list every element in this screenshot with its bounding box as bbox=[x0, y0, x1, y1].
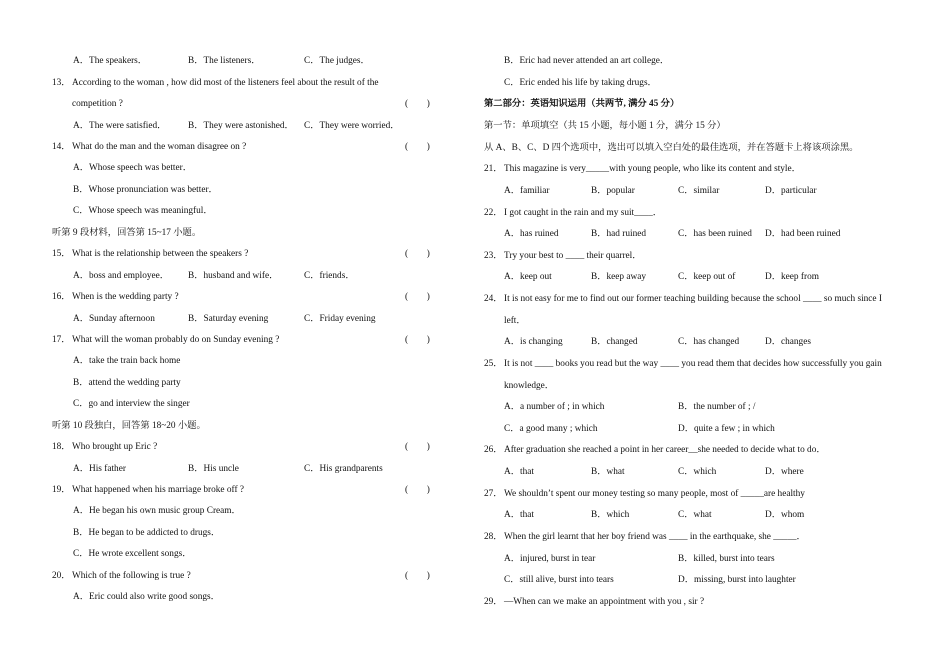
question-26-option-c: C．which bbox=[678, 467, 717, 478]
question-21-option-a: A．familiar bbox=[504, 185, 550, 196]
question-14-option-c: C．Whose speech was meaningful． bbox=[73, 206, 213, 217]
question-18-number: 18． bbox=[52, 442, 71, 453]
question-17-option-c-row bbox=[52, 394, 427, 415]
question-28-option-c: C．still alive, burst into tears bbox=[504, 575, 614, 586]
question-22-stem-row bbox=[484, 203, 904, 225]
question-17-option-b-row bbox=[52, 373, 427, 394]
section-10-instruction: 听第 10 段独白，回答第 18~20 小题。 bbox=[52, 420, 206, 431]
question-24-option-d: D．changes bbox=[765, 337, 811, 348]
question-21-number: 21． bbox=[484, 164, 503, 175]
question-18-stem-row bbox=[52, 437, 430, 458]
question-18-stem: Who brought up Eric ? bbox=[72, 442, 158, 453]
question-18-option-b: B．His uncle bbox=[188, 463, 239, 474]
question-19-option-c-row bbox=[52, 544, 427, 565]
question-27-option-b: B．which bbox=[591, 510, 630, 521]
question-14-option-b-row bbox=[52, 180, 427, 201]
question-16-stem-row bbox=[52, 287, 430, 308]
question-12-option-c: C．The judges． bbox=[304, 56, 370, 67]
question-23-stem: Try your best to ____ their quarrel． bbox=[504, 250, 642, 261]
question-22-option-a: A．has ruined bbox=[504, 229, 559, 240]
question-20-option-a-row bbox=[52, 587, 427, 608]
question-22-option-b: B．had ruined bbox=[591, 229, 646, 240]
question-14-option-b: B．Whose pronunciation was better． bbox=[73, 184, 218, 195]
question-15-stem: What is the relationship between the speakers ? bbox=[72, 249, 249, 260]
question-14-number: 14． bbox=[52, 142, 71, 153]
question-25-options-row-2 bbox=[484, 419, 904, 441]
question-13-answer-bracket: ( ) bbox=[405, 99, 430, 110]
question-27-option-a: A．that bbox=[504, 510, 534, 521]
question-18-option-c: C．His grandparents bbox=[304, 463, 383, 474]
question-13-option-c: C．They were worried． bbox=[304, 120, 400, 131]
question-28-stem: When the girl learnt that her boy friend was ____ in the earthquake, she _____． bbox=[504, 531, 806, 542]
question-21-stem-row bbox=[484, 159, 904, 181]
question-16-stem: When is the wedding party ? bbox=[72, 292, 179, 303]
question-19-option-b-row bbox=[52, 523, 427, 544]
question-23-number: 23． bbox=[484, 250, 503, 261]
question-21-option-b: B．popular bbox=[591, 185, 635, 196]
question-27-option-d: D．whom bbox=[765, 510, 805, 521]
question-19-number: 19． bbox=[52, 485, 71, 496]
question-23-stem-row bbox=[484, 246, 904, 268]
question-18-option-a: A．His father bbox=[73, 463, 126, 474]
question-15-stem-row bbox=[52, 244, 430, 265]
question-22-stem: I got caught in the rain and my suit____． bbox=[504, 207, 663, 218]
question-21-options-row bbox=[484, 181, 904, 203]
section-1-title: 第一节：单项填空（共 15 小题，每小题 1 分，满分 15 分） bbox=[484, 121, 726, 132]
question-24-stem-continuation: left． bbox=[504, 315, 526, 326]
section-9-instruction: 听第 9 段材料，回答第 15~17 小题。 bbox=[52, 227, 202, 238]
question-17-number: 17． bbox=[52, 334, 71, 345]
question-27-stem-row bbox=[484, 484, 904, 506]
question-17-option-a: A．take the train back home bbox=[73, 356, 181, 367]
question-23-option-b: B．keep away bbox=[591, 272, 646, 283]
question-22-option-d: D．had been ruined bbox=[765, 229, 841, 240]
question-17-option-a-row bbox=[52, 351, 427, 372]
question-17-stem-row bbox=[52, 330, 430, 351]
question-22-options-row bbox=[484, 224, 904, 246]
question-15-option-c: C．friends． bbox=[304, 270, 355, 281]
question-28-options-row-1 bbox=[484, 549, 904, 571]
question-20-option-c: C．Eric ended his life by taking drugs． bbox=[504, 77, 657, 88]
question-15-answer-bracket: ( ) bbox=[405, 249, 430, 260]
question-26-option-a: A．that bbox=[504, 467, 534, 478]
question-27-stem: We shouldn’t spent our money testing so many people, most of _____are healthy bbox=[504, 488, 805, 499]
question-24-stem: It is not easy for me to find out our former teaching building because the school ____ so much since I bbox=[504, 294, 882, 305]
question-26-stem: After graduation she reached a point in her career__she needed to decide what to do． bbox=[504, 445, 826, 456]
question-20-option-b: B．Eric had never attended an art college． bbox=[504, 56, 670, 67]
question-25-stem: It is not ____ books you read but the way ____ you read them that decides how successfully you gain bbox=[504, 358, 882, 369]
question-17-answer-bracket: ( ) bbox=[405, 334, 430, 345]
question-21-option-d: D．particular bbox=[765, 185, 817, 196]
question-16-option-b: B．Saturday evening bbox=[188, 313, 269, 324]
question-21-option-c: C．similar bbox=[678, 185, 720, 196]
question-27-number: 27． bbox=[484, 488, 503, 499]
question-29-number: 29． bbox=[484, 596, 503, 607]
part-2-title: 第二部分：英语知识运用（共两节, 满分 45 分） bbox=[484, 99, 680, 110]
question-24-option-c: C．has changed bbox=[678, 337, 740, 348]
question-25-options-row-1 bbox=[484, 397, 904, 419]
question-15-options-row bbox=[52, 266, 427, 287]
question-24-option-a: A．is changing bbox=[504, 337, 563, 348]
question-13-stem-continuation-row bbox=[52, 94, 430, 115]
question-24-stem-row bbox=[484, 289, 904, 311]
question-24-option-b: B．changed bbox=[591, 337, 638, 348]
question-19-stem-row bbox=[52, 480, 430, 501]
question-23-option-a: A．keep out bbox=[504, 272, 552, 283]
question-19-stem: What happened when his marriage broke off ? bbox=[72, 485, 245, 496]
question-12-option-b: B．The listeners． bbox=[188, 56, 261, 67]
question-13-number: 13． bbox=[52, 77, 71, 88]
question-28-options-row-2 bbox=[484, 570, 904, 592]
question-23-option-d: D．keep from bbox=[765, 272, 819, 283]
question-20-answer-bracket: ( ) bbox=[405, 570, 430, 581]
question-18-options-row bbox=[52, 459, 427, 480]
question-13-stem: According to the woman , how did most of the listeners feel about the result of the bbox=[72, 77, 379, 88]
question-20-number: 20． bbox=[52, 570, 71, 581]
question-17-option-c: C．go and interview the singer bbox=[73, 399, 190, 410]
question-20-stem: Which of the following is true ? bbox=[72, 570, 191, 581]
question-12-options-row bbox=[52, 51, 427, 72]
question-18-answer-bracket: ( ) bbox=[405, 442, 430, 453]
question-16-answer-bracket: ( ) bbox=[405, 292, 430, 303]
question-28-option-d: D．missing, burst into laughter bbox=[678, 575, 796, 586]
question-16-number: 16． bbox=[52, 292, 71, 303]
question-15-option-a: A．boss and employee． bbox=[73, 270, 170, 281]
section-1-instructions: 从 A、B、C、D 四个选项中，选出可以填入空白处的最佳选项，并在答题卡上将该项涂黑。 bbox=[484, 142, 859, 153]
left-column bbox=[52, 51, 430, 608]
question-25-stem-row bbox=[484, 354, 904, 376]
question-25-option-d: D．quite a few ; in which bbox=[678, 423, 775, 434]
question-25-stem-continuation: knowledge． bbox=[504, 380, 555, 391]
question-16-option-a: A．Sunday afternoon bbox=[73, 313, 155, 324]
question-23-option-c: C．keep out of bbox=[678, 272, 736, 283]
question-21-stem: This magazine is very_____with young people, who like its content and style． bbox=[504, 164, 801, 175]
question-14-option-a: A．Whose speech was better． bbox=[73, 163, 193, 174]
question-26-option-b: B．what bbox=[591, 467, 625, 478]
question-25-number: 25． bbox=[484, 358, 503, 369]
question-13-option-a: A．The were satisfied． bbox=[73, 120, 167, 131]
question-20-option-b-row bbox=[484, 51, 904, 73]
question-22-number: 22． bbox=[484, 207, 503, 218]
question-13-stem-row bbox=[52, 73, 427, 94]
question-16-options-row bbox=[52, 309, 427, 330]
question-25-option-a: A．a number of ; in which bbox=[504, 402, 605, 413]
question-28-option-a: A．injured, burst in tear bbox=[504, 553, 596, 564]
question-20-option-a: A．Eric could also write good songs． bbox=[73, 592, 220, 603]
question-19-answer-bracket: ( ) bbox=[405, 485, 430, 496]
question-23-options-row bbox=[484, 267, 904, 289]
question-15-number: 15． bbox=[52, 249, 71, 260]
question-19-option-a: A．He began his own music group Cream． bbox=[73, 506, 241, 517]
question-29-stem-row bbox=[484, 592, 904, 614]
question-19-option-a-row bbox=[52, 501, 427, 522]
question-13-stem-continuation: competition ? bbox=[72, 99, 123, 110]
question-22-option-c: C．has been ruined bbox=[678, 229, 752, 240]
question-26-options-row bbox=[484, 462, 904, 484]
question-29-stem: —When can we make an appointment with you , sir ? bbox=[504, 596, 705, 607]
question-28-option-b: B．killed, burst into tears bbox=[678, 553, 775, 564]
question-17-stem: What will the woman probably do on Sunday evening ? bbox=[72, 334, 280, 345]
question-26-number: 26． bbox=[484, 445, 503, 456]
question-20-option-c-row bbox=[484, 73, 904, 95]
question-16-option-c: C．Friday evening bbox=[304, 313, 376, 324]
question-15-option-b: B．husband and wife． bbox=[188, 270, 279, 281]
question-28-number: 28． bbox=[484, 531, 503, 542]
question-19-option-c: C．He wrote excellent songs． bbox=[73, 549, 192, 560]
question-13-option-b: B．They were astonished． bbox=[188, 120, 294, 131]
question-14-stem-row bbox=[52, 137, 430, 158]
question-17-option-b: B．attend the wedding party bbox=[73, 377, 181, 388]
question-12-option-a: A．The speakers． bbox=[73, 56, 148, 67]
question-25-option-c: C．a good many ; which bbox=[504, 423, 598, 434]
question-24-number: 24． bbox=[484, 294, 503, 305]
question-20-stem-row bbox=[52, 566, 430, 587]
question-14-option-a-row bbox=[52, 158, 427, 179]
question-28-stem-row bbox=[484, 527, 904, 549]
question-14-answer-bracket: ( ) bbox=[405, 142, 430, 153]
question-26-option-d: D．where bbox=[765, 467, 804, 478]
question-19-option-b: B．He began to be addicted to drugs． bbox=[73, 527, 221, 538]
right-column bbox=[484, 51, 904, 613]
question-27-option-c: C．what bbox=[678, 510, 712, 521]
question-26-stem-row bbox=[484, 440, 904, 462]
question-25-option-b: B．the number of ; / bbox=[678, 402, 756, 413]
question-13-options-row bbox=[52, 116, 427, 137]
question-24-options-row bbox=[484, 332, 904, 354]
question-14-option-c-row bbox=[52, 201, 427, 222]
question-14-stem: What do the man and the woman disagree on ? bbox=[72, 142, 247, 153]
question-27-options-row bbox=[484, 505, 904, 527]
